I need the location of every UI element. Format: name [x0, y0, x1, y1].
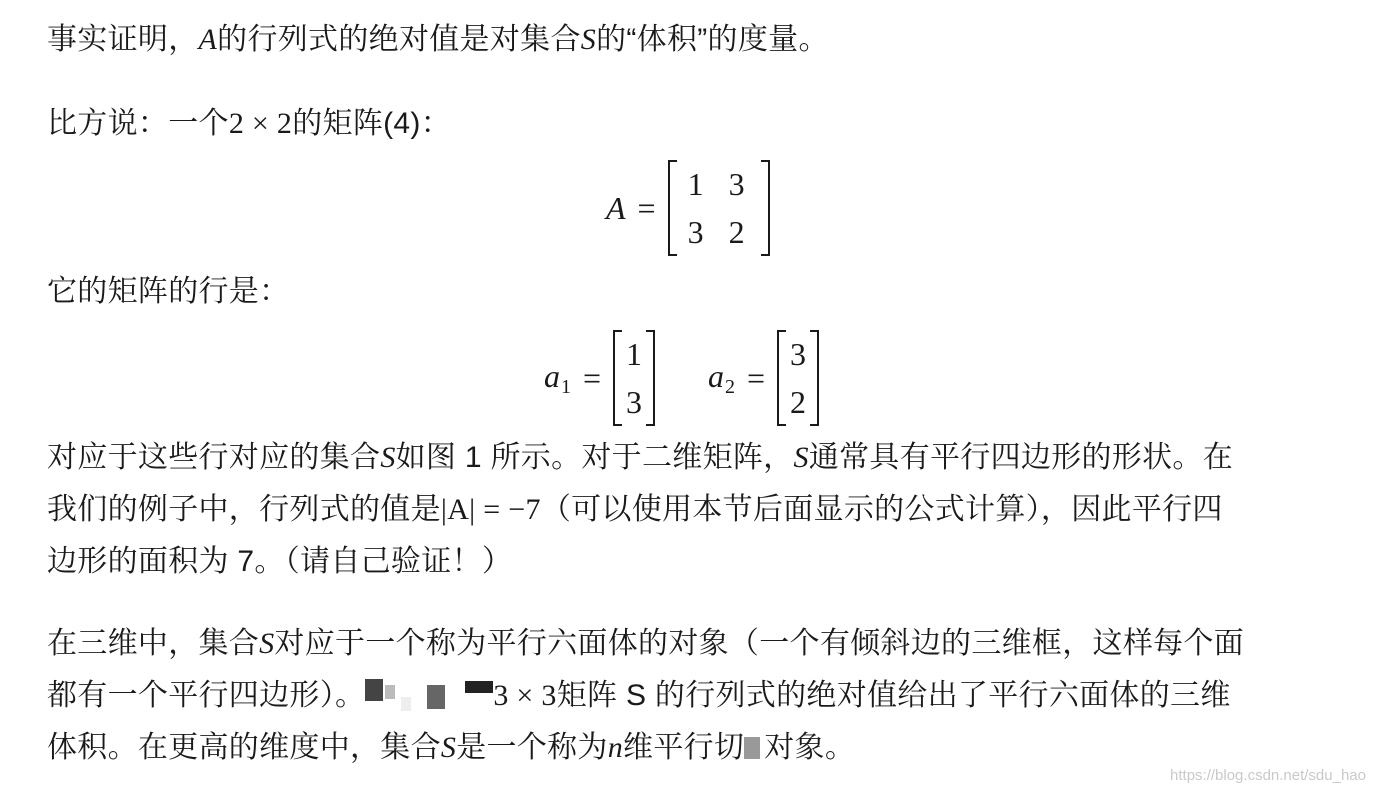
p4-l1-pre: 对应于这些行对应的集合 — [47, 441, 381, 474]
p5-l1-pre: 在三维中，集合 — [47, 627, 260, 660]
matrix-A-cell: 3 — [687, 214, 704, 250]
p5-l3-pre: 体积。在更高的维度中，集合 — [47, 731, 441, 764]
p5-l3-post1: 维平行切 — [623, 731, 745, 764]
a2-equals: = — [747, 359, 766, 396]
row-vector-a2 — [708, 330, 819, 426]
a1-equals: = — [583, 359, 602, 396]
paragraph-2d-line3 — [47, 536, 512, 588]
matrix-A-brackets — [668, 160, 770, 256]
a1-cell: 3 — [626, 384, 643, 420]
row-vector-a1 — [544, 330, 655, 426]
a1-cell: 1 — [626, 336, 643, 372]
p1-set-S: S — [580, 23, 597, 56]
p4-l2-pre: 我们的例子中，行列式的值是 — [47, 493, 441, 526]
a2-vector-brackets — [777, 330, 819, 426]
redacted-artifact — [744, 737, 760, 759]
paragraph-3d-line1 — [47, 618, 1244, 670]
p4-l3: 边形的面积为 7。（请自己验证！） — [47, 545, 513, 578]
matrix-A-cell: 1 — [687, 166, 704, 202]
p4-l1-post: 通常具有平行四边形的形状。在 — [808, 441, 1233, 474]
matrix-A-equals: = — [637, 189, 656, 226]
paragraph-determinant-volume — [47, 14, 829, 66]
p5-l2-post: 矩阵 S 的行列式的绝对值给出了平行六面体的三维 — [556, 679, 1231, 712]
p4-determinant-value: |A| = −7 — [440, 493, 541, 526]
p4-set-S: S — [380, 441, 396, 474]
p2-pre: 比方说：一个 — [47, 107, 229, 140]
a1-name: $a_1$ — [544, 357, 571, 398]
p4-set-S: S — [793, 441, 809, 474]
paragraph-example-intro — [47, 98, 451, 150]
p3-text: 它的矩阵的行是： — [47, 275, 290, 308]
p2-post: 的矩阵(4)： — [292, 107, 451, 140]
p5-set-S: S — [259, 627, 275, 660]
a2-cell: 3 — [790, 336, 807, 372]
p5-l2-pre: 都有一个平行四边形）。 — [47, 679, 366, 712]
p5-l1-post: 对应于一个称为平行六面体的对象（一个有倾斜边的三维框，这样每个面 — [274, 627, 1245, 660]
a2-name: $a_2$ — [708, 357, 735, 398]
paragraph-3d-line2 — [47, 670, 1231, 722]
p5-l3-post2: 对象。 — [764, 731, 856, 764]
p5-l3-mid: 是一个称为 — [456, 731, 608, 764]
matrix-A-cell: 3 — [728, 166, 745, 202]
watermark-url: https://blog.csdn.net/sdu_hao — [1170, 767, 1366, 784]
p5-set-S: S — [440, 731, 457, 764]
p1-matrix-A: A — [198, 23, 218, 56]
p4-l1-mid: 如图 1 所示。对于二维矩阵， — [395, 441, 794, 474]
a2-cell: 2 — [790, 384, 807, 420]
p5-n: n — [607, 731, 624, 764]
p1-pre: 事实证明， — [47, 23, 199, 56]
paragraph-2d-line1 — [47, 432, 1233, 484]
paragraph-rows-intro — [47, 266, 289, 318]
matrix-A-equation — [606, 160, 770, 256]
p2-dimension: 2 × 2 — [228, 107, 293, 140]
matrix-A-lhs: A — [606, 189, 626, 226]
matrix-A-cell: 2 — [728, 214, 745, 250]
redacted-artifact — [365, 675, 493, 713]
p1-mid: 的行列式的绝对值是对集合 — [217, 23, 581, 56]
a1-vector-brackets — [613, 330, 655, 426]
p1-post: 的“体积”的度量。 — [596, 23, 829, 56]
paragraph-3d-line3 — [47, 722, 855, 774]
p4-l2-post: （可以使用本节后面显示的公式计算），因此平行四 — [540, 493, 1223, 526]
paragraph-2d-line2 — [47, 484, 1223, 536]
p5-dimension: 3 × 3 — [493, 679, 557, 712]
